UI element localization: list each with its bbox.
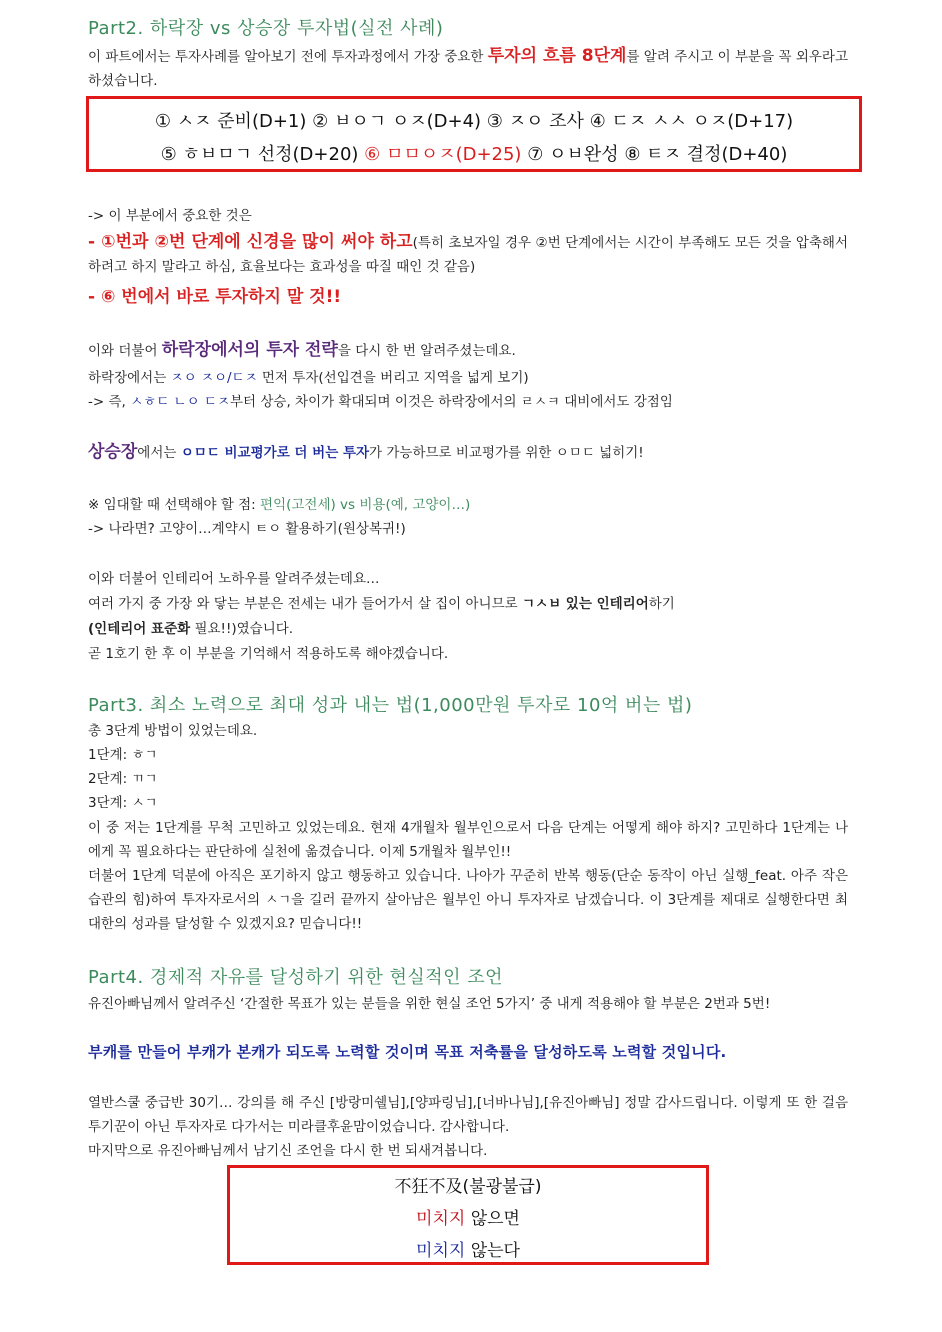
- thanks-paragraph: 열반스쿨 중급반 30기… 강의를 해 주신 [방랑미쉘님],[양파링님],[너바나님],[유진아빠님] 정말 감사드립니다. 이렇게 또 한 걸음 투기꾼이 아닌 투자자로 다가서는 미라클후윤맘이었습니다. 감사합니다.: [88, 1095, 848, 1135]
- part3-paragraph-1: 이 중 저는 1단계를 무척 고민하고 있었는데요. 현재 4개월차 월부인으로서 다음 단계는 어떻게 해야 하지? 고민하다 1단계는 나에게 꼭 필요하다는 판단하에 실천에 옮겼습니다. 이제 5개월차 월부인!!: [88, 820, 848, 860]
- bear-line-3: [88, 390, 848, 414]
- bear-text-a: 이와 더불어: [88, 343, 162, 359]
- bear-text-b: 을 다시 한 번 알려주셨는데요.: [337, 343, 516, 359]
- quote-line-2-emphasis: 미치지: [416, 1209, 466, 1229]
- interior3-text-b: 필요!!)였습니다.: [190, 621, 294, 637]
- part3-step-3: 3단계: ㅅㄱ: [88, 795, 158, 811]
- point-1: [88, 230, 848, 279]
- part3-paragraph-2: 더불어 1단계 덕분에 아직은 포기하지 않고 행동하고 있습니다. 나아가 꾸준히 반복 행동(단순 동작이 아닌 실행_feat. 아주 작은 습관의 힘)하여 투자자로서의 ㅅㄱ을 길러 끝까지 살아남은 월부인 아니 투자자로 남겠습니다. 이 3단계를 제대로 실행한다면 최대한의 성과를 달성할 수 있겠지요? 믿습니다!!: [88, 868, 848, 932]
- point-1-emphasis: - ①번과 ②번 단계에 신경을 많이 써야 하고: [88, 232, 413, 252]
- intro-emphasis: 투자의 흐름 8단계: [487, 46, 627, 66]
- part3-line-1: 총 3단계 방법이 있었는데요.: [88, 723, 258, 739]
- intro-text: 이 파트에서는 투자사례를 알아보기 전에 투자과정에서 가장 중요한: [88, 49, 488, 65]
- goal-emphasis: 부캐를 만들어 부캐가 본캐가 되도록 노력할 것이며 목표 저축률을 달성하도록 노력할 것입니다.: [88, 1043, 727, 1061]
- part2-intro: [88, 44, 848, 93]
- quote-line-3-text: 않는다: [465, 1241, 520, 1261]
- quote-line-3: [230, 1236, 706, 1261]
- bear-line-2: [88, 366, 848, 390]
- point-2-emphasis: - ⑥ 번에서 바로 투자하지 말 것!!: [88, 287, 342, 307]
- bull-text-a: 에서는: [137, 445, 181, 461]
- rent-line: [88, 493, 848, 517]
- interior-line-1: 이와 더불어 인테리어 노하우를 알려주셨는데요…: [88, 571, 380, 587]
- steps-line-2-a: ⑤ ㅎㅂㅁㄱ 선정(D+20): [160, 144, 365, 165]
- quote-line-2-text: 않으면: [465, 1209, 520, 1229]
- interior3-emphasis: (인테리어 표준화: [88, 621, 191, 637]
- part2-title: Part2. 하락장 vs 상승장 투자법(실전 사례): [88, 18, 444, 39]
- last-line: 마지막으로 유진아빠님께서 남기신 조언을 다시 한 번 되새겨봅니다.: [88, 1143, 488, 1159]
- interior2-text-a: 여러 가지 중 가장 와 닿는 부분은 전세는 내가 들어가서 살 집이 아니므로: [88, 596, 522, 612]
- part3-title: Part3. 최소 노력으로 최대 성과 내는 법(1,000만원 투자로 10억 버는 법): [88, 695, 693, 716]
- important-label: -> 이 부분에서 중요한 것은: [88, 208, 252, 224]
- steps-line-1: ① ㅅㅈ 준비(D+1) ② ㅂㅇㄱ ㅇㅈ(D+4) ③ ㅈㅇ 조사 ④ ㄷㅈ ㅅㅅ ㅇㅈ(D+17): [154, 111, 794, 132]
- bull-emphasis-1: 상승장: [88, 442, 138, 462]
- interior-line-4: 곧 1호기 한 후 이 부분을 기억해서 적용하도록 해야겠습니다.: [88, 646, 449, 662]
- bull-emphasis-2: ㅇㅁㄷ 비교평가로 더 버는 투자: [180, 445, 370, 461]
- bull-text-b: 가 가능하므로 비교평가를 위한 ㅇㅁㄷ 넓히기!: [369, 445, 644, 461]
- interior2-emphasis: ㄱㅅㅂ 있는 인테리어: [521, 596, 649, 612]
- quote-line-2: [230, 1204, 706, 1229]
- bear-emphasis: 하락장에서의 투자 전략: [161, 340, 338, 360]
- point-2: [88, 285, 848, 310]
- quote-line-3-emphasis: 미치지: [416, 1241, 466, 1261]
- steps-line-2-b: ⑦ ㅇㅂ완성 ⑧ ㅌㅈ 결정(D+40): [521, 144, 788, 165]
- bear2-text-b: 먼저 투자(선입견을 버리고 지역을 넓게 보기): [257, 370, 529, 386]
- part4-title: Part4. 경제적 자유를 달성하기 위한 현실적인 조언: [88, 967, 504, 988]
- rent-line-2: -> 나라면? 고양이…계약시 ㅌㅇ 활용하기(원상복귀!): [88, 521, 406, 537]
- steps-line-2-emphasis: ⑥ ㅁㅁㅇㅈ(D+25): [364, 144, 522, 165]
- rent-emphasis: 편익(고전세) vs 비용(예, 고양이…): [260, 497, 471, 513]
- rent-text-a: ※ 임대할 때 선택해야 할 점:: [88, 497, 261, 513]
- bear3-emphasis: ㅅㅎㄷ ㄴㅇ ㄷㅈ: [130, 394, 230, 410]
- bear2-text-a: 하락장에서는: [88, 370, 171, 386]
- point-1-text: (특히 초보자일 경우 ②번 단계에서는 시간이 부족해도 모든 것을 압축해서 하려고 하지 말라고 하심, 효율보다는 효과성을 따질 때인 것 같음): [88, 235, 848, 275]
- part3-step-1: 1단계: ㅎㄱ: [88, 747, 158, 763]
- bull-line: [88, 440, 848, 465]
- bear-intro: [88, 338, 848, 363]
- bear2-emphasis: ㅈㅇ ㅈㅇ/ㄷㅈ: [170, 370, 258, 386]
- interior2-text-b: 하기: [648, 596, 675, 612]
- steps-line-2: [89, 140, 859, 166]
- steps-box: [86, 96, 862, 172]
- interior-line-3: [88, 617, 848, 641]
- quote-line-1: 不狂不及(불광불급): [394, 1177, 542, 1197]
- bear3-text-a: -> 즉,: [88, 394, 131, 410]
- interior-line-2: [88, 592, 848, 616]
- quote-box: [227, 1165, 709, 1265]
- part3-step-2: 2단계: ㄲㄱ: [88, 771, 158, 787]
- bear3-text-b: 부터 상승, 차이가 확대되며 이것은 하락장에서의 ㄹㅅㅋ 대비에서도 강점임: [229, 394, 673, 410]
- part4-goal: [88, 1040, 848, 1064]
- intro-text-end: 를 알려 주시고 이 부분을 꼭 외우라고 하셨습니다.: [88, 49, 848, 89]
- part4-paragraph-1: 유진아빠님께서 알려주신 ‘간절한 목표가 있는 분들을 위한 현실 조언 5가지’ 중 내게 적용해야 할 부분은 2번과 5번!: [88, 996, 771, 1012]
